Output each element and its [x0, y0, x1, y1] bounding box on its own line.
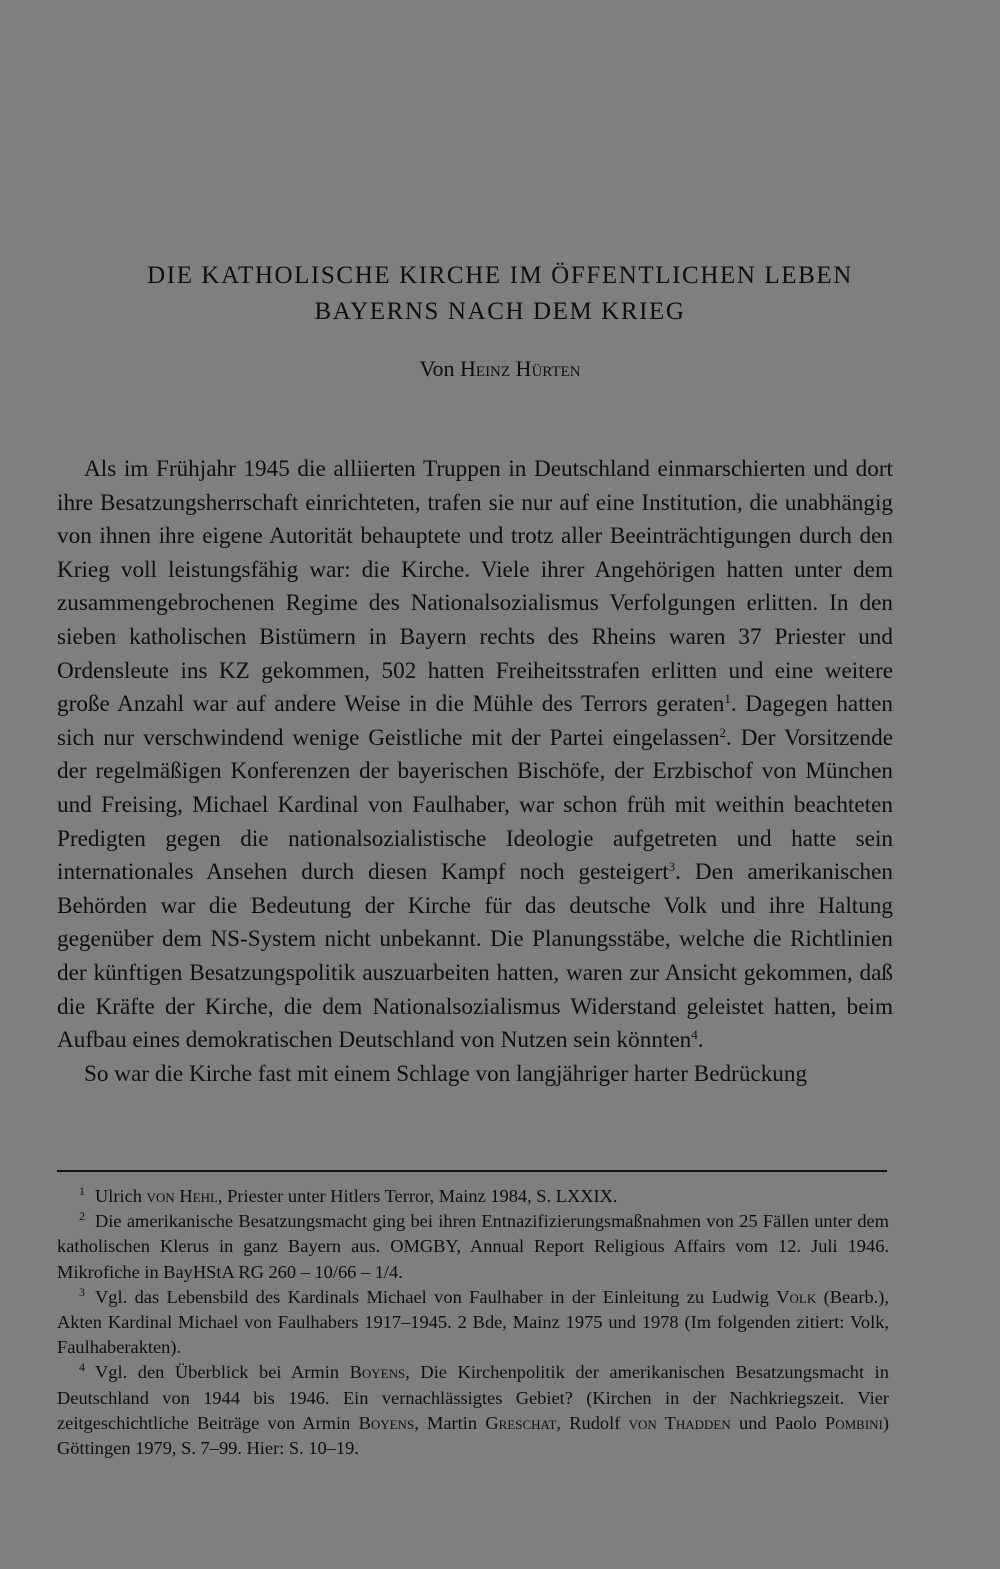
footnote-text: , Martin	[414, 1412, 478, 1433]
footnote-ref-2: 2	[719, 724, 726, 740]
footnote-ref-3: 3	[668, 859, 676, 875]
footnote-text: , Die Kirchenpolitik der amerikanischen Besatzungsmacht in Deutschland von 1944 bis 1946. Ein vernachlässigtes Gebiet? (Kirchen in der Nachkriegszeit. Vier zeitgeschichtliche Beiträge von Armin	[57, 1362, 889, 1433]
footnote-author: Boyens	[349, 1362, 406, 1383]
footnote-author: Pombini	[824, 1412, 883, 1433]
footnote-number: 2	[79, 1209, 85, 1224]
footnote-text: und Paolo	[739, 1412, 817, 1433]
footnote-number: 4	[79, 1360, 85, 1375]
article-body	[57, 453, 893, 1091]
footnote-4	[57, 1360, 889, 1461]
footnote-number: 1	[79, 1184, 85, 1198]
footnote-text: (Bearb.), Akten Kardinal Michael von Faulhabers 1917–1945. 2 Bde, Mainz 1975 und 1978 (Im folgenden zitiert: Volk, Faulhaberakten).	[57, 1286, 889, 1358]
paragraph-1	[57, 453, 893, 1058]
article-title	[0, 258, 1000, 330]
footnotes	[57, 1184, 889, 1461]
footnote-text: , Priester unter Hitlers Terror, Mainz 1984, S. LXXIX.	[217, 1186, 618, 1206]
footnote-number: 3	[79, 1284, 85, 1299]
footnote-1	[57, 1184, 889, 1209]
author-prefix: Von	[419, 356, 455, 381]
footnote-text: , Rudolf	[556, 1412, 621, 1433]
title-line-1: DIE KATHOLISCHE KIRCHE IM ÖFFENTLICHEN LEBEN	[147, 262, 853, 289]
footnote-author: von Thadden	[628, 1412, 731, 1433]
footnote-text: Vgl. den Überblick bei Armin	[95, 1362, 340, 1383]
paragraph-2: So war die Kirche fast mit einem Schlage von langjähriger harter Bedrückung	[84, 1060, 808, 1087]
paragraph-1-text-c: . Der Vorsitzende der regelmäßigen Konferenzen der bayerischen Bischöfe, der Erzbischof von München und Freising, Michael Kardinal von Faulhaber, war schon früh mit weithin beachteten Predigten gegen die nationalsozialistische Ideologie aufgetreten und hatte sein internationales Ansehen durch diesen Kampf noch gesteigert	[57, 724, 893, 886]
footnote-3	[57, 1285, 889, 1361]
footnote-author: Volk	[776, 1286, 817, 1307]
paragraph-1-text-e: .	[697, 1027, 704, 1054]
footnote-2	[57, 1209, 889, 1285]
title-line-2: BAYERNS NACH DEM KRIEG	[314, 298, 686, 325]
footnote-author: Greschat	[485, 1412, 557, 1433]
author-name: Heinz Hürten	[460, 356, 581, 381]
footnote-text: Ulrich	[95, 1186, 142, 1206]
footnote-text: Vgl. das Lebensbild des Kardinals Michael von Faulhaber in der Einleitung zu Ludwig	[95, 1286, 769, 1307]
paragraph-1-text-d: . Den amerikanischen Behörden war die Bedeutung der Kirche für das deutsche Volk und ihre Haltung gegenüber dem NS-System nicht unbekannt. Die Planungsstäbe, welche die Richtlinien der künftigen Besatzungspolitik auszuarbeiten hatten, waren zur Ansicht gekommen, daß die Kräfte der Kirche, die dem Nationalsozialismus Widerstand geleistet hatten, beim Aufbau eines demokratischen Deutschland von Nutzen sein könnten	[57, 859, 893, 1054]
footnote-text: ) Göttingen 1979, S. 7–99. Hier: S. 10–19.	[57, 1412, 890, 1459]
paragraph-1-text-a: Als im Frühjahr 1945 die alliierten Truppen in Deutschland einmarschierten und dort ihre Besatzungsherrschaft einrichteten, trafen sie nur auf eine Institution, die unabhängig von ihnen ihre eigene Autorität behauptete und trotz aller Beeinträchtigungen durch den Krieg voll leistungsfähig war: die Kirche. Viele ihrer Angehörigen hatten unter dem zusammengebrochenen Regime des Nationalsozialismus Verfolgungen erlitten. In den sieben katholischen Bistümern in Bayern rechts des Rheins waren 37 Priester und Ordensleute ins KZ gekommen, 502 hatten Freiheitsstrafen erlitten und eine weitere große Anzahl war auf andere Weise in die Mühle des Terrors geraten	[57, 456, 893, 718]
footnote-author: Boyens	[358, 1412, 415, 1433]
footnote-ref-1: 1	[724, 691, 731, 707]
footnote-text: Die amerikanische Besatzungsmacht ging bei ihren Entnazifizierungsmaßnahmen von 25 Fällen unter dem katholischen Klerus in ganz Bayern aus. OMGBY, Annual Report Religious Affairs vom 12. Juli 1946. Mikrofiche in BayHStA RG 260 – 10/66 – 1/4.	[57, 1211, 889, 1282]
footnote-author: von Hehl	[146, 1186, 218, 1206]
author-byline	[0, 354, 1000, 384]
footnote-ref-4: 4	[691, 1027, 698, 1043]
paragraph-1-text-b: . Dagegen hatten sich nur verschwindend wenige Geistliche mit der Partei eingelassen	[57, 691, 893, 751]
footnote-divider	[57, 1170, 887, 1172]
